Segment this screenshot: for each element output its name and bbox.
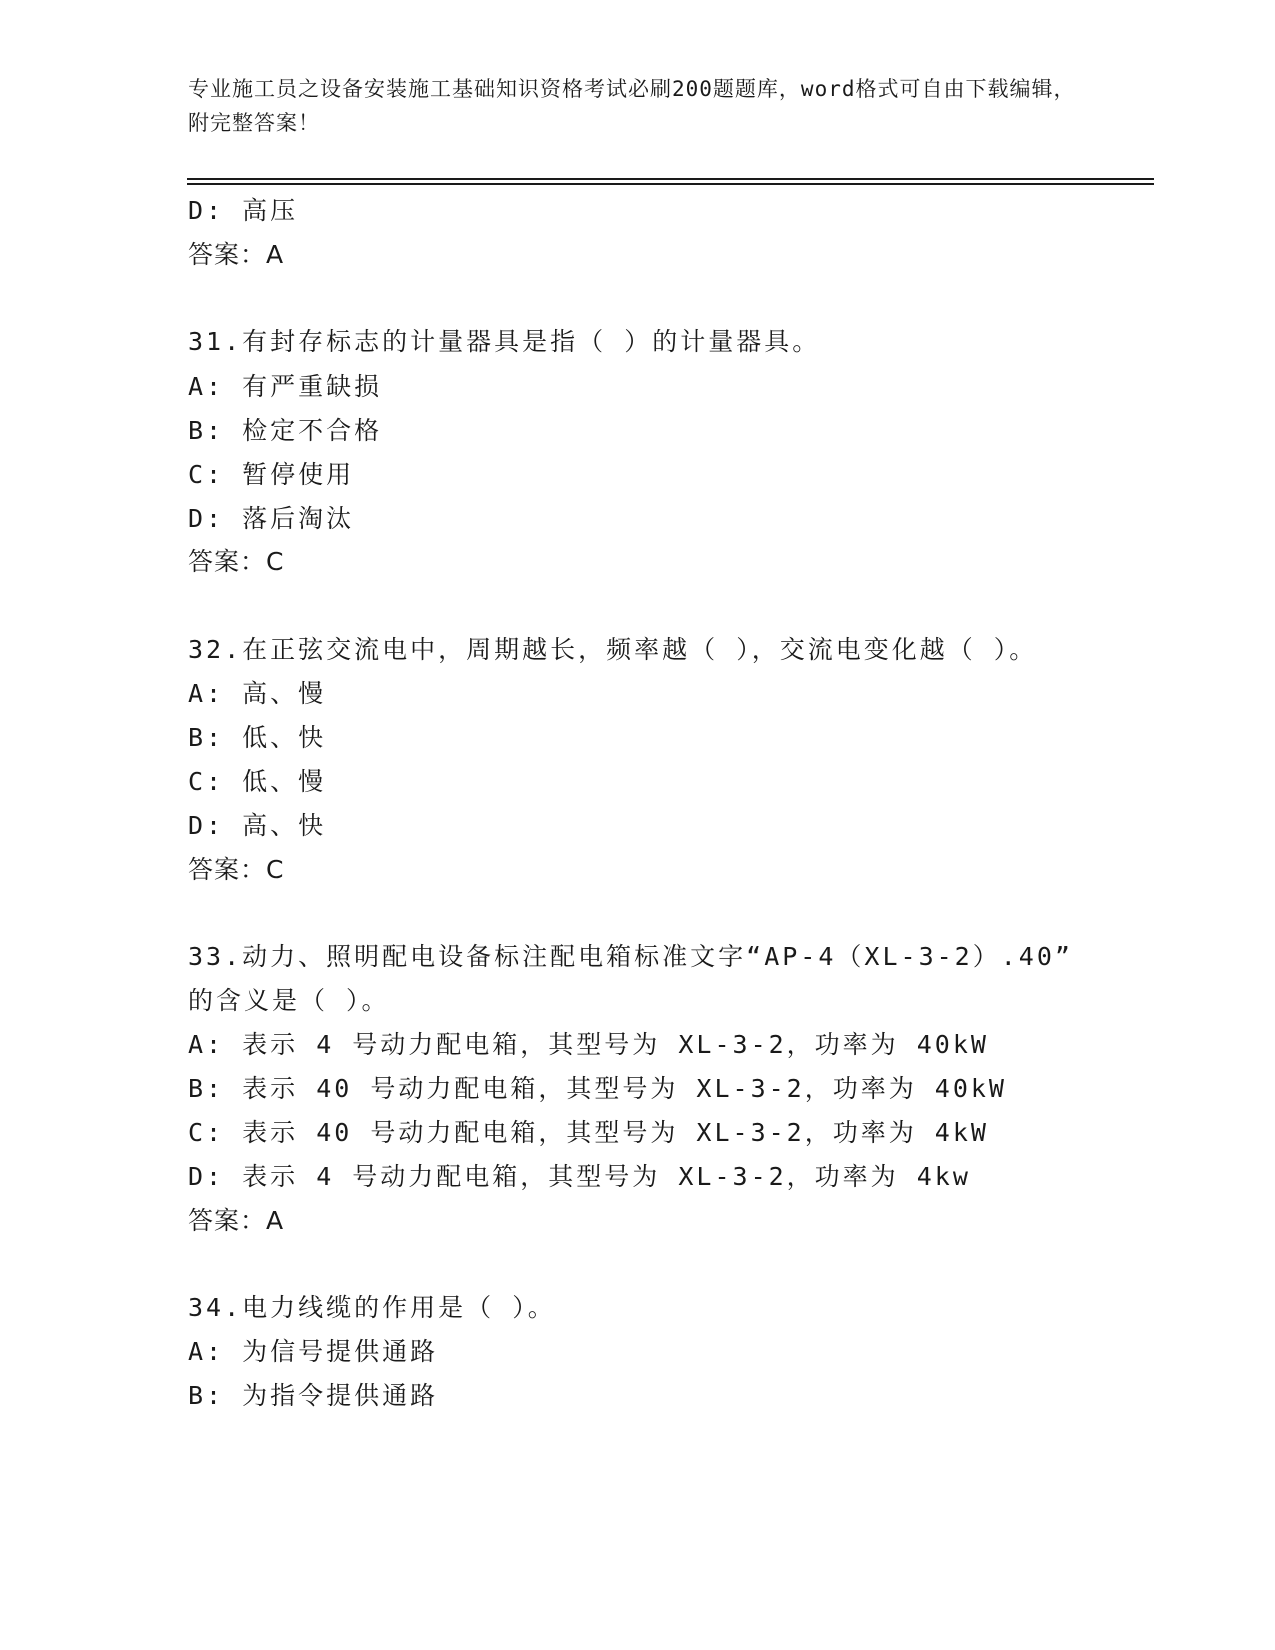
header-divider-bottom — [187, 183, 1154, 185]
question-stem: 33.动力、照明配电设备标注配电箱标准文字“AP-4（XL-3-2）.40” — [188, 942, 1073, 971]
option-a: A: 有严重缺损 — [188, 372, 383, 401]
option-b: B: 表示 40 号动力配电箱，其型号为 XL-3-2，功率为 40kW — [188, 1074, 1007, 1103]
option-a: A: 表示 4 号动力配电箱，其型号为 XL-3-2，功率为 40kW — [188, 1030, 989, 1059]
document-header: 专业施工员之设备安装施工基础知识资格考试必刷200题题库，word格式可自由下载编辑，附完整答案！ — [188, 77, 1076, 135]
option-b: B: 为指令提供通路 — [188, 1381, 439, 1410]
option-d: D: 高压 — [188, 196, 299, 225]
answer-label: 答案：A — [188, 240, 285, 269]
option-b: B: 检定不合格 — [188, 416, 383, 445]
question-stem: 34.电力线缆的作用是（ ）。 — [188, 1293, 556, 1322]
answer-label: 答案：A — [188, 1206, 285, 1235]
option-b: B: 低、快 — [188, 723, 327, 752]
option-c: C: 暂停使用 — [188, 460, 355, 489]
question-stem: 31.有封存标志的计量器具是指（ ）的计量器具。 — [188, 327, 821, 356]
option-a: A: 为信号提供通路 — [188, 1337, 439, 1366]
option-c: C: 表示 40 号动力配电箱，其型号为 XL-3-2，功率为 4kW — [188, 1118, 989, 1147]
option-d: D: 高、快 — [188, 811, 327, 840]
option-d: D: 表示 4 号动力配电箱，其型号为 XL-3-2，功率为 4kw — [188, 1162, 971, 1191]
option-d: D: 落后淘汰 — [188, 504, 355, 533]
option-a: A: 高、慢 — [188, 679, 327, 708]
option-c: C: 低、慢 — [188, 767, 327, 796]
answer-label: 答案：C — [188, 547, 285, 576]
question-stem-continued: 的含义是（ ）。 — [188, 986, 390, 1015]
header-divider-top — [187, 178, 1154, 180]
answer-label: 答案：C — [188, 855, 285, 884]
question-stem: 32.在正弦交流电中，周期越长，频率越（ ），交流电变化越（ ）。 — [188, 635, 1038, 664]
